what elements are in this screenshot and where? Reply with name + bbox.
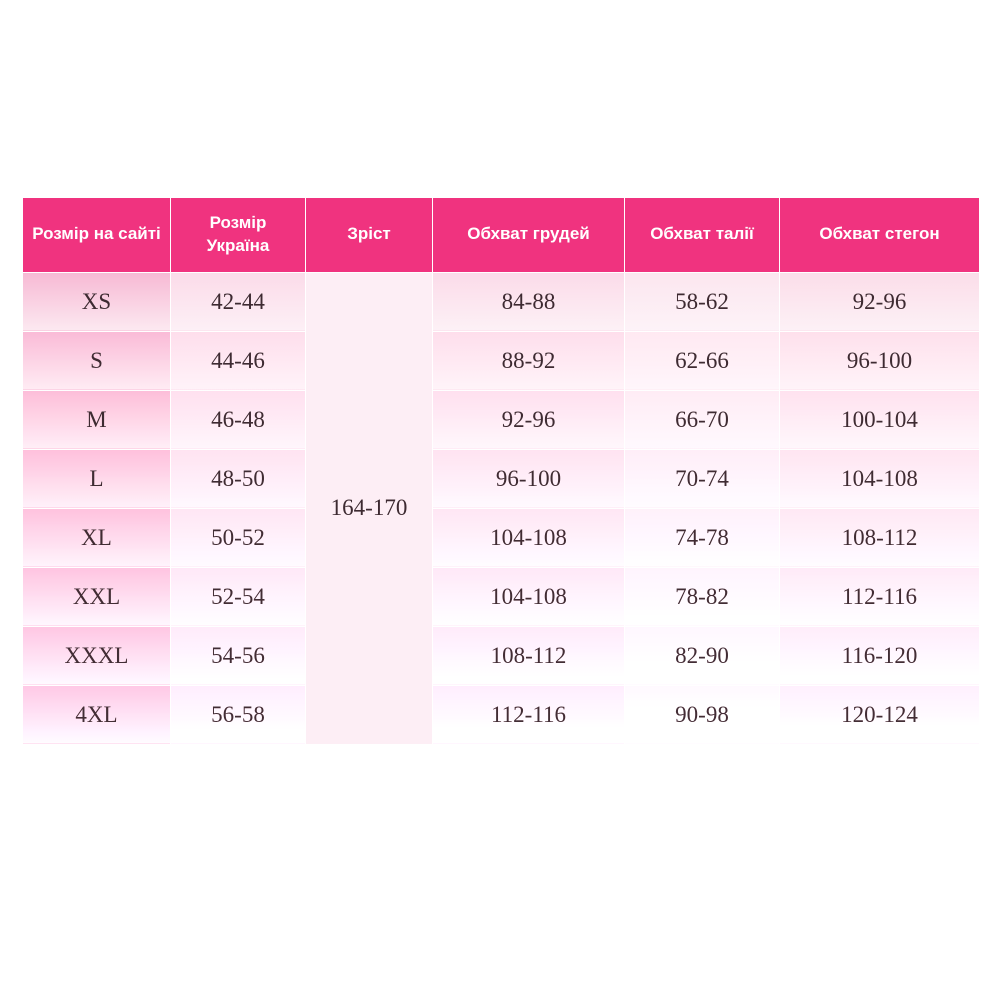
header-site-size: Розмір на сайті [23,198,171,273]
cell-site-size: L [23,449,171,508]
cell-chest: 84-88 [433,272,625,331]
header-hips: Обхват стегон [780,198,980,273]
header-waist: Обхват талії [625,198,780,273]
cell-hips: 104-108 [780,449,980,508]
table-row [23,508,980,567]
cell-ua-size: 54-56 [171,626,306,685]
table-row [23,390,980,449]
cell-hips: 120-124 [780,685,980,744]
cell-site-size: XXL [23,567,171,626]
cell-chest: 92-96 [433,390,625,449]
cell-waist: 74-78 [625,508,780,567]
cell-chest: 88-92 [433,331,625,390]
cell-hips: 116-120 [780,626,980,685]
table-row [23,331,980,390]
cell-chest: 104-108 [433,508,625,567]
cell-chest: 112-116 [433,685,625,744]
table-row [23,449,980,508]
cell-chest: 96-100 [433,449,625,508]
size-chart-container [22,197,979,745]
table-body [23,272,980,744]
cell-hips: 112-116 [780,567,980,626]
cell-waist: 66-70 [625,390,780,449]
table-row [23,272,980,331]
cell-site-size: XXXL [23,626,171,685]
cell-height: 164-170 [306,272,433,744]
header-ua-size: Розмір Україна [171,198,306,273]
cell-ua-size: 46-48 [171,390,306,449]
cell-hips: 100-104 [780,390,980,449]
cell-ua-size: 48-50 [171,449,306,508]
cell-site-size: M [23,390,171,449]
cell-site-size: S [23,331,171,390]
cell-ua-size: 50-52 [171,508,306,567]
cell-site-size: 4XL [23,685,171,744]
cell-ua-size: 42-44 [171,272,306,331]
cell-ua-size: 56-58 [171,685,306,744]
header-row [23,198,980,273]
cell-chest: 104-108 [433,567,625,626]
cell-site-size: XL [23,508,171,567]
table-row [23,567,980,626]
cell-waist: 82-90 [625,626,780,685]
table-row [23,685,980,744]
table-head [23,198,980,273]
header-chest: Обхват грудей [433,198,625,273]
cell-waist: 90-98 [625,685,780,744]
cell-ua-size: 52-54 [171,567,306,626]
cell-hips: 96-100 [780,331,980,390]
cell-site-size: XS [23,272,171,331]
cell-waist: 78-82 [625,567,780,626]
table-row [23,626,980,685]
cell-ua-size: 44-46 [171,331,306,390]
cell-hips: 108-112 [780,508,980,567]
cell-waist: 70-74 [625,449,780,508]
cell-chest: 108-112 [433,626,625,685]
header-height: Зріст [306,198,433,273]
cell-waist: 58-62 [625,272,780,331]
cell-waist: 62-66 [625,331,780,390]
size-chart-table [22,197,980,745]
cell-hips: 92-96 [780,272,980,331]
